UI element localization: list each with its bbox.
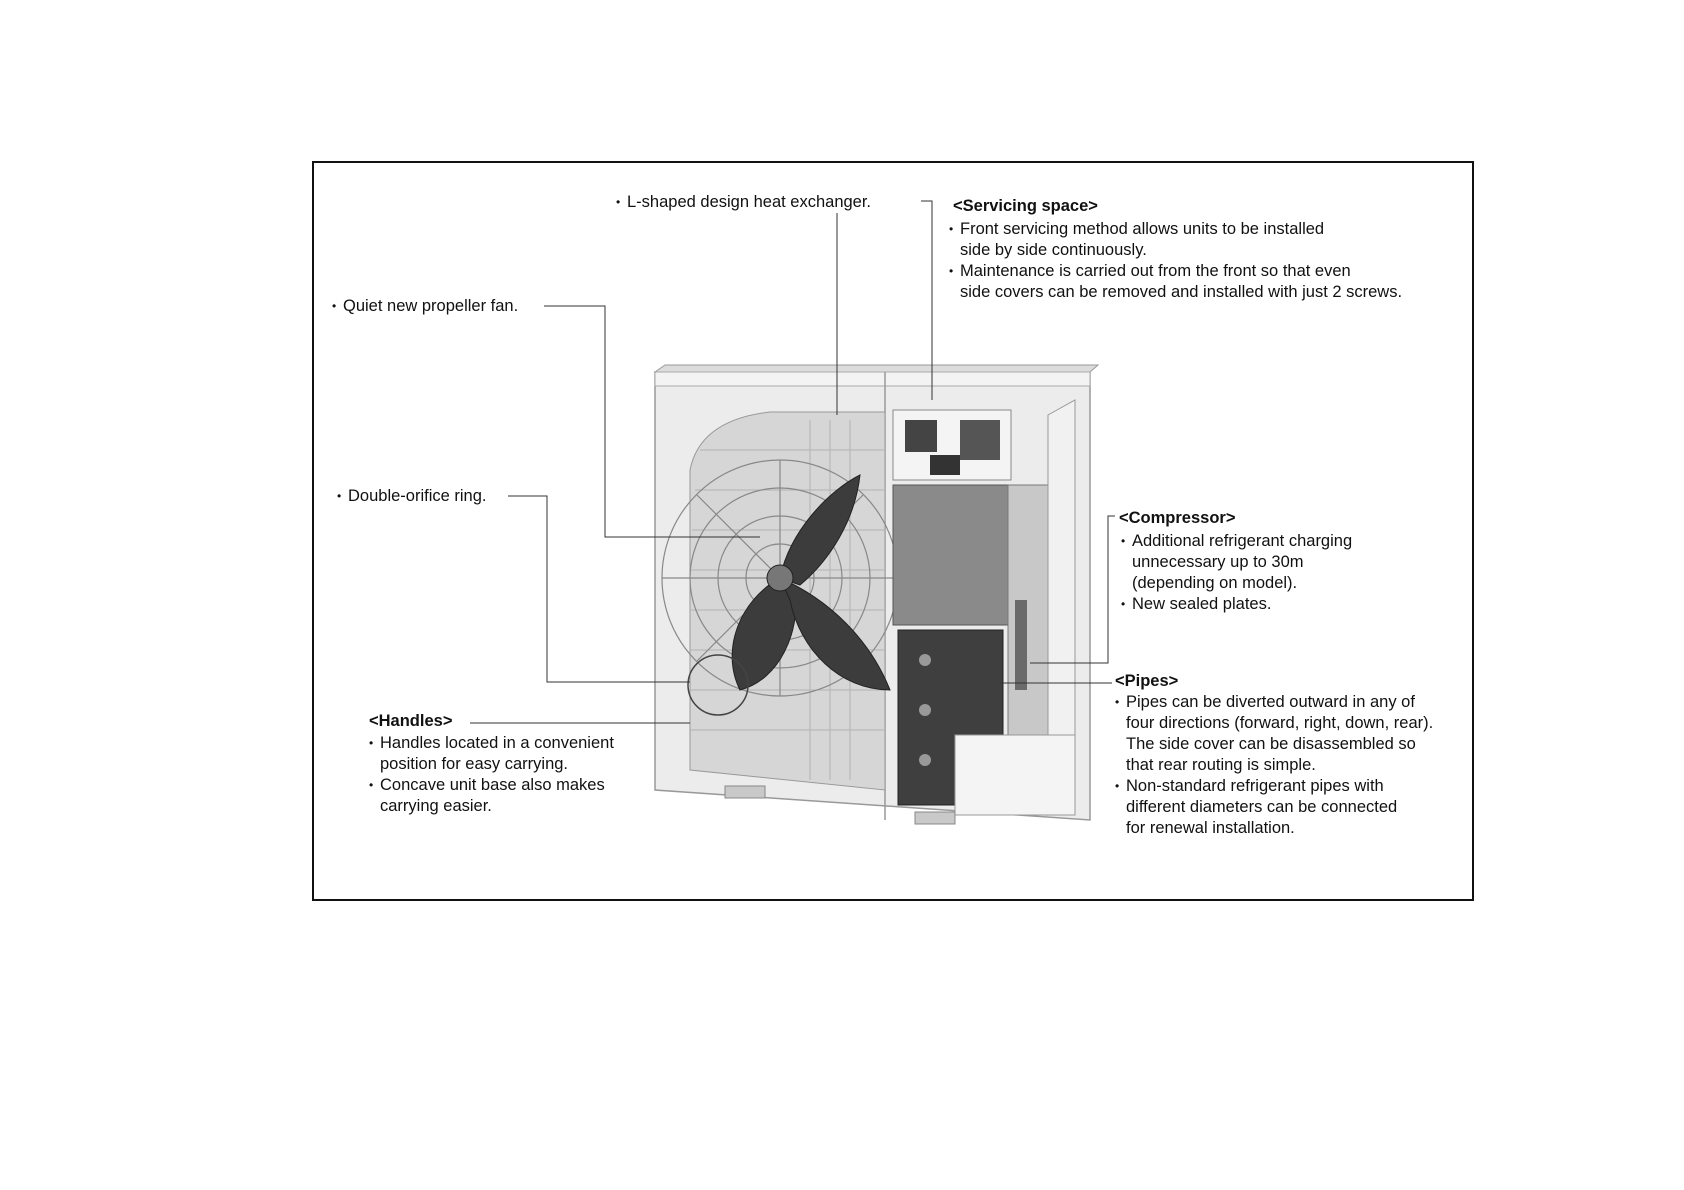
electrical-box <box>893 410 1011 480</box>
servicing-heading: <Servicing space> <box>953 197 1098 215</box>
pipes-bullet-2: • Non-standard refrigerant pipes with <box>1115 776 1384 798</box>
handles-bullet-1-cont: position for easy carrying. <box>380 755 569 773</box>
handles-bullet-2: • Concave unit base also makes <box>369 775 605 797</box>
servicing-bullet-2: • Maintenance is carried out from the front so that even <box>949 261 1351 283</box>
compressor-bullet-1-cont-b: (depending on model). <box>1132 574 1298 592</box>
compressor-bullet-1-cont-a: unnecessary up to 30m <box>1132 553 1304 571</box>
pipes-bullet-1: • Pipes can be diverted outward in any of <box>1115 692 1415 714</box>
servicing-bullet-1: • Front servicing method allows units to be installed <box>949 219 1324 241</box>
handles-bullet-1: • Handles located in a convenient <box>369 733 614 755</box>
propeller-fan-label: • Quiet new propeller fan. <box>332 296 518 318</box>
compressor-bullet-1: • Additional refrigerant charging <box>1121 531 1352 553</box>
pipes-bullet-1-cont-b: The side cover can be disassembled so <box>1126 735 1416 753</box>
pipes-bullet-1-cont-c: that rear routing is simple. <box>1126 756 1316 774</box>
pipes-bullet-2-cont-b: for renewal installation. <box>1126 819 1295 837</box>
handles-bullet-2-cont: carrying easier. <box>380 797 492 815</box>
heat-exchanger-label: • L-shaped design heat exchanger. <box>616 192 871 214</box>
servicing-bullet-2-cont: side covers can be removed and installed with just 2 screws. <box>960 283 1403 301</box>
pipes-heading: <Pipes> <box>1115 672 1179 690</box>
pipes-bullet-2-cont-a: different diameters can be connected <box>1126 798 1398 816</box>
compressor-bullet-2: • New sealed plates. <box>1121 594 1271 616</box>
servicing-bullet-1-cont: side by side continuously. <box>960 241 1147 259</box>
orifice-ring-label: • Double-orifice ring. <box>337 486 486 508</box>
pipes-bullet-1-cont-a: four directions (forward, right, down, rear). <box>1126 714 1434 732</box>
handles-heading: <Handles> <box>369 712 453 730</box>
compressor-heading: <Compressor> <box>1119 509 1236 527</box>
